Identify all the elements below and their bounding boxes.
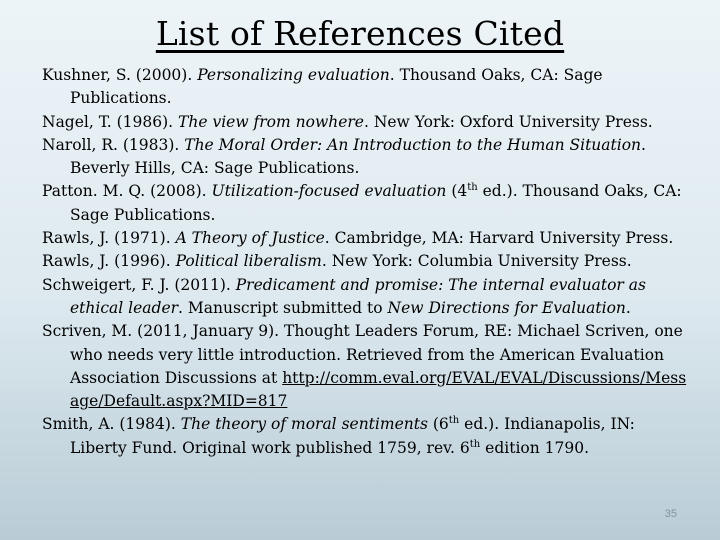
ref-link[interactable]: http://comm.eval.org/EVAL/EVAL/Discussions/Message/Default.aspx?MID=817	[70, 368, 687, 411]
ref-text: (6	[427, 415, 449, 434]
ref-superscript: th	[467, 182, 478, 194]
page-number: 35	[664, 508, 677, 520]
ref-text: Nagel, T. (1986).	[42, 112, 179, 131]
ref-title: The theory of moral sentiments	[180, 415, 428, 434]
ref-title: The view from nowhere	[178, 112, 364, 131]
ref-text: Patton. M. Q. (2008).	[42, 182, 212, 201]
ref-text: ed.). Thousand Oaks, CA: Sage Publications.	[70, 182, 682, 224]
ref-title: Predicament and promise: The internal evaluator as ethical leader	[70, 275, 646, 317]
reference-item	[42, 274, 694, 321]
ref-text: . New York: Columbia University Press.	[321, 252, 632, 271]
reference-item	[42, 413, 694, 460]
reference-list	[42, 64, 694, 460]
ref-text: Smith, A. (1984).	[42, 415, 181, 434]
reference-item	[42, 250, 694, 273]
reference-item	[42, 227, 694, 250]
ref-text: edition 1790.	[480, 438, 590, 457]
ref-text: . Thousand Oaks, CA: Sage Publications.	[70, 66, 603, 108]
reference-item	[42, 111, 694, 134]
ref-text: Schweigert, F. J. (2011).	[42, 275, 236, 294]
ref-title: The Moral Order: An Introduction to the Human Situation	[184, 135, 642, 154]
ref-title: Utilization-focused evaluation	[211, 182, 447, 201]
ref-superscript: th	[469, 438, 481, 450]
reference-item	[42, 134, 694, 181]
ref-title: Personalizing evaluation	[197, 66, 390, 84]
ref-superscript: th	[448, 415, 460, 427]
ref-title: A Theory of Justice	[175, 229, 325, 248]
page-title: List of References Cited	[155, 14, 565, 53]
ref-text: . Cambridge, MA: Harvard University Press.	[324, 229, 674, 248]
ref-text: . Beverly Hills, CA: Sage Publications.	[70, 135, 646, 178]
ref-text: Kushner, S. (2000).	[42, 66, 198, 84]
ref-text: Naroll, R. (1983).	[42, 135, 185, 154]
ref-text: Rawls, J. (1971).	[42, 229, 176, 248]
ref-text: ed.). Indianapolis, IN: Liberty Fund. Original work published 1759, rev. 6	[70, 415, 635, 457]
ref-text: . Manuscript submitted to	[178, 298, 388, 317]
ref-title: Political liberalism	[175, 252, 322, 271]
ref-journal-title: New Directions for Evaluation	[387, 298, 626, 317]
ref-text: .	[625, 298, 631, 317]
ref-text: Scriven, M. (2011, January 9). Thought Leaders Forum, RE: Michael Scriven, one who needs very little introduction. Retrieved from the American Evaluation Association Discussions at	[42, 322, 683, 387]
ref-text: (4	[446, 182, 468, 201]
reference-item	[42, 180, 694, 227]
ref-text: Rawls, J. (1996).	[42, 252, 176, 271]
reference-item	[42, 64, 694, 111]
reference-item	[42, 320, 694, 413]
ref-text: . New York: Oxford University Press.	[363, 112, 653, 131]
